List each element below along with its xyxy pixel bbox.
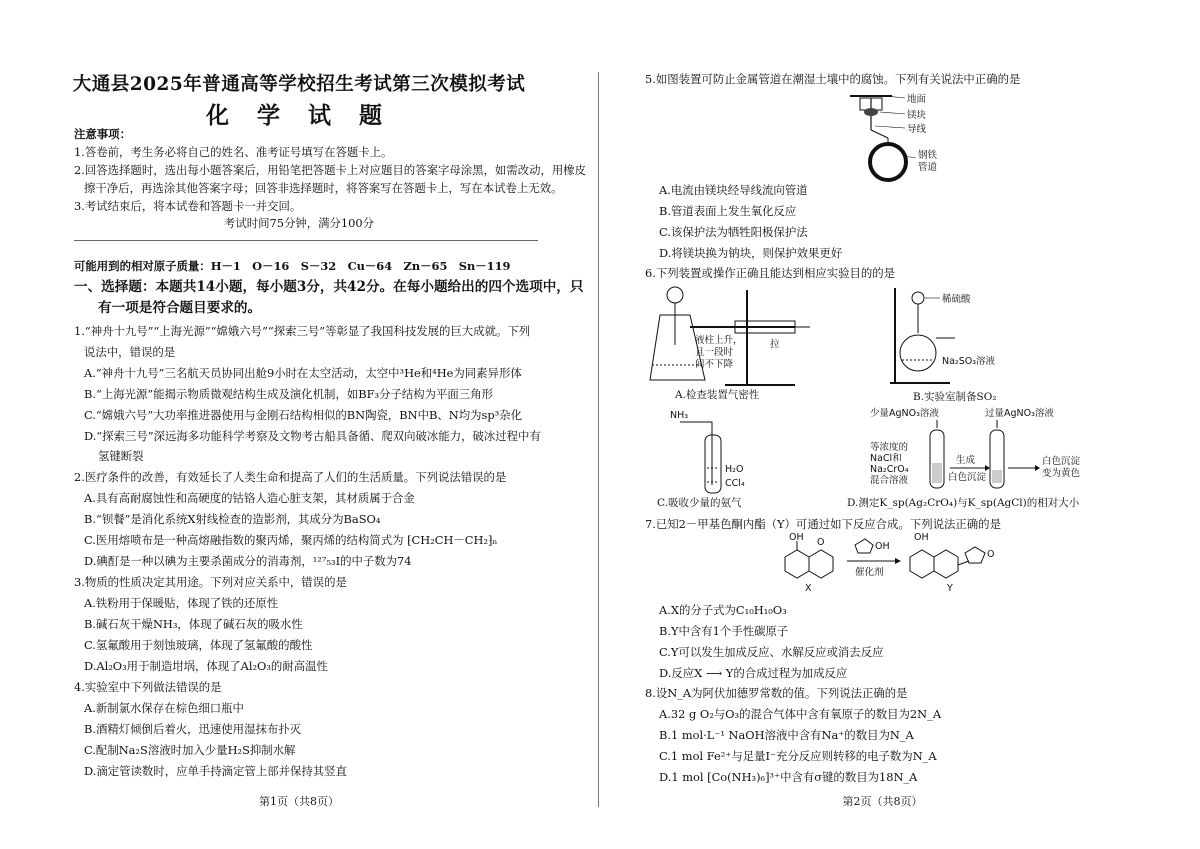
q4-stem: 4.实验室中下列做法错误的是 [74, 680, 222, 694]
note-item-2: 2.回答选择题时，选出每小题答案后，用铅笔把答题卡上对应题目的答案字母涂黑，如需改动，用橡皮 [74, 163, 587, 177]
q8-option-c: C.1 mol Fe²⁺与足量I⁻充分反应则转移的电子数为N_A [659, 749, 937, 763]
page-footer-2: 第2页（共8页） [842, 795, 923, 808]
q8-option-a: A.32 g O₂与O₃的混合气体中含有氧原子的数目为2N_A [659, 707, 942, 721]
q6a-pull: 拉 [770, 339, 780, 350]
q2-option-b: B.“钡餐”是消化系统X射线检查的造影剂，其成分为BaSO₄ [84, 512, 381, 526]
q2-option-c: C.医用熔喷布是一种高熔融指数的聚丙烯，聚丙烯的结构简式为 ⁅CH₂CH－CH₂⁆ₙ [84, 533, 498, 547]
q4-option-d: D.滴定管读数时，应单手持滴定管上部并保持其竖直 [84, 764, 347, 778]
q7-x-o: O [817, 537, 825, 548]
q7-stem: 7.已知2－甲基色酮内酯（Y）可通过如下反应合成。下列说法正确的是 [645, 517, 1001, 531]
q6-caption-c: C.吸收少量的氨气 [657, 497, 742, 509]
q7-reaction-scheme [775, 532, 995, 600]
q6d-white-ppt: 白色沉淀 [948, 472, 987, 483]
q5-option-b: B.管道表面上发生氧化反应 [659, 204, 797, 218]
q5-label-mg: 镁块 [907, 110, 927, 121]
q7-option-d: D.反应X ⟶ Y的合成过程为加成反应 [659, 666, 848, 680]
q6-stem: 6.下列装置或操作正确且能达到相应实验目的的是 [645, 266, 896, 280]
section-heading: 一、选择题：本题共14小题，每小题3分，共42分。在每小题给出的四个选项中，只 [74, 279, 584, 295]
q6-figure-d [870, 408, 1120, 493]
q6d-change-1: 白色沉淀 [1042, 456, 1081, 467]
q3-option-b: B.碱石灰干燥NH₃，体现了碱石灰的吸水性 [84, 617, 303, 631]
q7-y-oh: OH [914, 532, 929, 543]
notes-heading: 注意事项： [74, 127, 131, 141]
q6a-note-2: 且一段时 [695, 347, 734, 358]
q1-option-c: C.“嫦娥六号”大功率推进器使用与金刚石结构相似的BN陶瓷，BN中B、N均为sp³杂化 [84, 408, 523, 422]
q6c-water-label: H₂O [725, 464, 744, 475]
section-heading-cont: 有一项是符合题目要求的。 [98, 300, 262, 316]
q1-stem-cont: 说法中，错误的是 [84, 345, 176, 359]
page-1 [60, 0, 587, 849]
q4-option-a: A.新制氯水保存在棕色细口瓶中 [84, 701, 244, 715]
q6b-acid-label: 稀硫酸 [942, 294, 971, 305]
q6-caption-a: A.检查装置气密性 [675, 389, 760, 401]
q6-figure-a [645, 285, 845, 385]
exam-title: 大通县2025年普通高等学校招生考试第三次模拟考试 [72, 74, 526, 95]
q3-option-a: A.铁粉用于保暖贴，体现了铁的还原性 [84, 596, 279, 610]
q6d-mix-2: NaCl和 [870, 453, 902, 464]
note-item-2-cont: 擦干净后，再选涂其他答案字母；回答非选择题时，将答案写在答题卡上，写在本试卷上无效。 [84, 181, 563, 195]
note-item-1: 1.答卷前，考生务必将自己的姓名、准考证号填写在答题卡上。 [74, 145, 393, 159]
q5-label-pipe: 管道 [918, 162, 938, 173]
q7-label-y: Y [947, 583, 953, 594]
q6d-mix-3: Na₂CrO₄ [870, 464, 909, 475]
q2-stem: 2.医疗条件的改善，有效延长了人类生命和提高了人们的生活质量。下列说法错误的是 [74, 470, 507, 484]
q5-figure [850, 90, 970, 190]
q6b-solution-label: Na₂SO₃溶液 [942, 356, 996, 367]
q3-stem: 3.物质的性质决定其用途。下列对应关系中，错误的是 [74, 575, 347, 589]
q5-option-d: D.将镁块换为钠块，则保护效果更好 [659, 246, 843, 260]
q6a-note-1: 液柱上升， [695, 335, 743, 346]
q5-label-wire: 导线 [907, 124, 927, 135]
q1-option-b: B.“上海光源”能揭示物质微观结构生成及演化机制，如BF₃分子结构为平面三角形 [84, 387, 493, 401]
q7-x-oh: OH [789, 532, 804, 543]
q6a-note-3: 间不下降 [695, 359, 734, 370]
q7-catalyst: 催化剂 [855, 567, 884, 578]
q5-stem: 5.如图装置可防止金属管道在潮湿土壤中的腐蚀。下列有关说法中正确的是 [645, 72, 1021, 86]
q3-option-c: C.氢氟酸用于刻蚀玻璃，体现了氢氟酸的酸性 [84, 638, 313, 652]
atomic-masses: 可能用到的相对原子质量：H－1 O－16 S－32 Cu－64 Zn－65 Sn－119 [74, 259, 511, 273]
q7-reagent-oh: OH [875, 541, 890, 552]
q7-option-b: B.Y中含有1个手性碳原子 [659, 624, 789, 638]
q1-option-d: D.“探索三号”深远海多功能科学考察及文物考古船具备循、爬双向破冰能力，破冰过程中有 [84, 429, 541, 443]
q6c-ccl4-label: CCl₄ [725, 478, 745, 489]
exam-time: 考试时间75分钟，满分100分 [223, 216, 375, 230]
q8-option-b: B.1 mol·L⁻¹ NaOH溶液中含有Na⁺的数目为N_A [659, 728, 914, 742]
q6d-change-2: 变为黄色 [1042, 468, 1081, 479]
q2-option-a: A.具有高耐腐蚀性和高硬度的钴铬人造心脏支架，其材质属于合金 [84, 491, 415, 505]
q6-figure-c [670, 410, 770, 495]
q6-caption-d: D.测定K_sp(Ag₂CrO₄)与K_sp(AgCl)的相对大小 [847, 497, 1080, 509]
q4-option-c: C.配制Na₂S溶液时加入少量H₂S抑制水解 [84, 743, 296, 757]
column-divider [598, 72, 599, 807]
q1-option-a: A.“神舟十九号”三名航天员协同出舱9小时在太空活动，太空中³He和⁴He为同素异形体 [84, 366, 522, 380]
q7-y-o: O [987, 549, 995, 560]
q6-figure-b [890, 288, 1040, 388]
q8-stem: 8.设N_A为阿伏加德罗常数的值。下列说法正确的是 [645, 686, 908, 700]
q6d-small-agno3: 少量AgNO₃溶液 [870, 408, 939, 419]
header-rule [74, 240, 538, 241]
page-2 [645, 0, 1120, 849]
q6d-excess-agno3: 过量AgNO₃溶液 [985, 408, 1054, 419]
q8-option-d: D.1 mol [Co(NH₃)₆]³⁺中含有σ键的数目为18N_A [659, 770, 918, 784]
q6-caption-b: B.实验室制备SO₂ [913, 391, 997, 403]
q1-option-d-cont: 氢键断裂 [98, 449, 144, 463]
q7-option-a: A.X的分子式为C₁₀H₁₀O₃ [659, 603, 787, 617]
subject-title: 化 学 试 题 [205, 102, 393, 129]
q5-option-a: A.电流由镁块经导线流向管道 [659, 183, 808, 197]
page-footer-1: 第1页（共8页） [259, 795, 339, 808]
q6d-mix-4: 混合溶液 [870, 475, 909, 486]
q3-option-d: D.Al₂O₃用于制造坩埚，体现了Al₂O₃的耐高温性 [84, 659, 328, 673]
q5-label-ground: 地面 [907, 94, 927, 105]
q5-option-c: C.该保护法为牺牲阳极保护法 [659, 225, 808, 239]
note-item-3: 3.考试结束后，将本试卷和答题卡一并交回。 [74, 199, 302, 213]
q2-option-d: D.碘酊是一种以碘为主要杀菌成分的消毒剂，¹²⁷₅₃I的中子数为74 [84, 554, 412, 568]
q6d-mix-1: 等浓度的 [870, 442, 909, 453]
q1-stem: 1.“神舟十九号”“上海光源”“嫦娥六号”“探索三号”等彰显了我国科技发展的巨大成就。下列 [74, 324, 531, 338]
q6c-gas-label: NH₃ [670, 410, 689, 421]
q7-label-x: X [805, 583, 812, 594]
q7-option-c: C.Y可以发生加成反应、水解反应或消去反应 [659, 645, 884, 659]
q5-label-steel: 钢铁 [918, 150, 938, 161]
q4-option-b: B.酒精灯倾倒后着火，迅速使用湿抹布扑灭 [84, 722, 302, 736]
q6d-generate: 生成 [956, 455, 976, 466]
